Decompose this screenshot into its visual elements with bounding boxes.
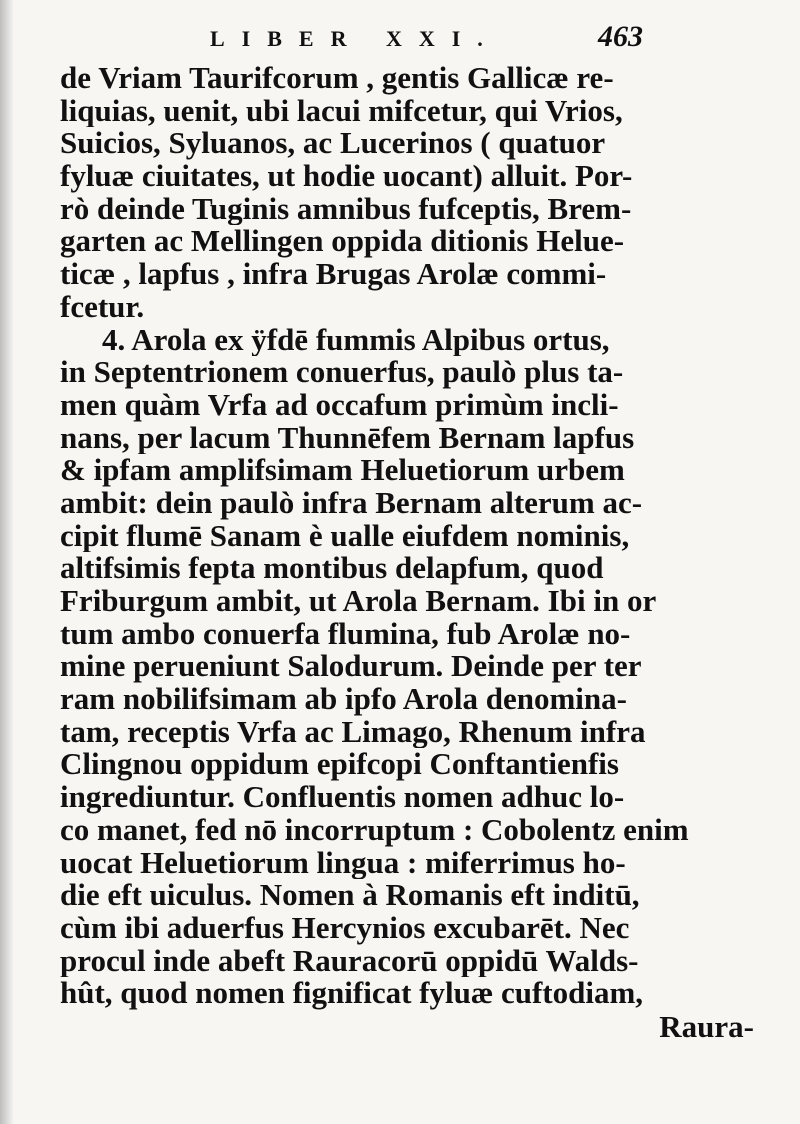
text-line: die eft uiculus. Nomen à Romanis eft inditū, bbox=[60, 879, 640, 912]
text-line: co manet, fed nō incorruptum : Cobolentz enim bbox=[60, 813, 689, 847]
catchword: Raura- bbox=[659, 1008, 754, 1044]
text-line: hût, quod nomen fignificat fyluæ cuftodiam, bbox=[60, 977, 644, 1010]
text-line: tam, receptis Vrfa ac Limago, Rhenum infra bbox=[60, 715, 646, 749]
text-line: Friburgum ambit, ut Arola Bernam. Ibi in or bbox=[60, 585, 657, 618]
text-line: fcetur. bbox=[60, 290, 145, 324]
text-line: tum ambo conuerfa flumina, fub Arolæ no- bbox=[60, 617, 631, 651]
text-line: liquias, uenit, ubi lacui mifcetur, qui Vrios, bbox=[60, 94, 623, 128]
text-line: cipit flumē Sanam è ualle eiufdem nominis, bbox=[60, 519, 630, 553]
text-line: fyluæ ciuitates, ut hodie uocant) alluit. Por- bbox=[60, 160, 633, 193]
text-line: garten ac Mellingen oppida ditionis Helue- bbox=[60, 225, 625, 259]
gutter-shadow bbox=[0, 0, 14, 1124]
text-line: mine perueniunt Salodurum. Deinde per ter bbox=[60, 650, 642, 684]
text-line: cùm ibi aduerfus Hercynios excubarēt. Nec bbox=[60, 911, 630, 945]
text-line: uocat Heluetiorum lingua : miferrimus ho- bbox=[60, 846, 626, 880]
text-line: Suicios, Syluanos, ac Lucerinos ( quatuor bbox=[60, 127, 606, 161]
text-line: Clingnou oppidum epifcopi Conftantienfis bbox=[60, 748, 619, 782]
text-line: in Septentrionem conuerfus, paulò plus ta- bbox=[60, 356, 624, 389]
text-line: rò deinde Tuginis amnibus fufceptis, Brem- bbox=[60, 192, 632, 226]
body-text bbox=[60, 62, 760, 1044]
text-line: men quàm Vrfa ad occafum primùm incli- bbox=[60, 388, 619, 422]
text-line: nans, per lacum Thunnēfem Bernam lapfus bbox=[60, 421, 635, 455]
paragraph-start-line: 4. Arola ex ÿfdē fummis Alpibus ortus, bbox=[102, 323, 610, 357]
text-line: procul inde abeft Rauracorū oppidū Walds- bbox=[60, 944, 639, 978]
text-line: ticæ , lapfus , infra Brugas Arolæ commi- bbox=[60, 258, 607, 291]
text-line: ram nobilifsimam ab ipfo Arola denomina- bbox=[60, 683, 627, 716]
text-line: & ipfam amplifsimam Heluetiorum urbem bbox=[60, 454, 625, 487]
running-head bbox=[0, 20, 800, 60]
running-title: LIBER XXI. bbox=[210, 26, 500, 51]
page-number: 463 bbox=[598, 20, 643, 53]
text-line: altifsimis fepta montibus delapfum, quod bbox=[60, 552, 604, 585]
text-line: ingrediuntur. Confluentis nomen adhuc lo- bbox=[60, 781, 625, 814]
text-line: de Vriam Taurifcorum , gentis Gallicæ re- bbox=[60, 62, 614, 95]
text-line: ambit: dein paulò infra Bernam alterum ac- bbox=[60, 486, 643, 520]
